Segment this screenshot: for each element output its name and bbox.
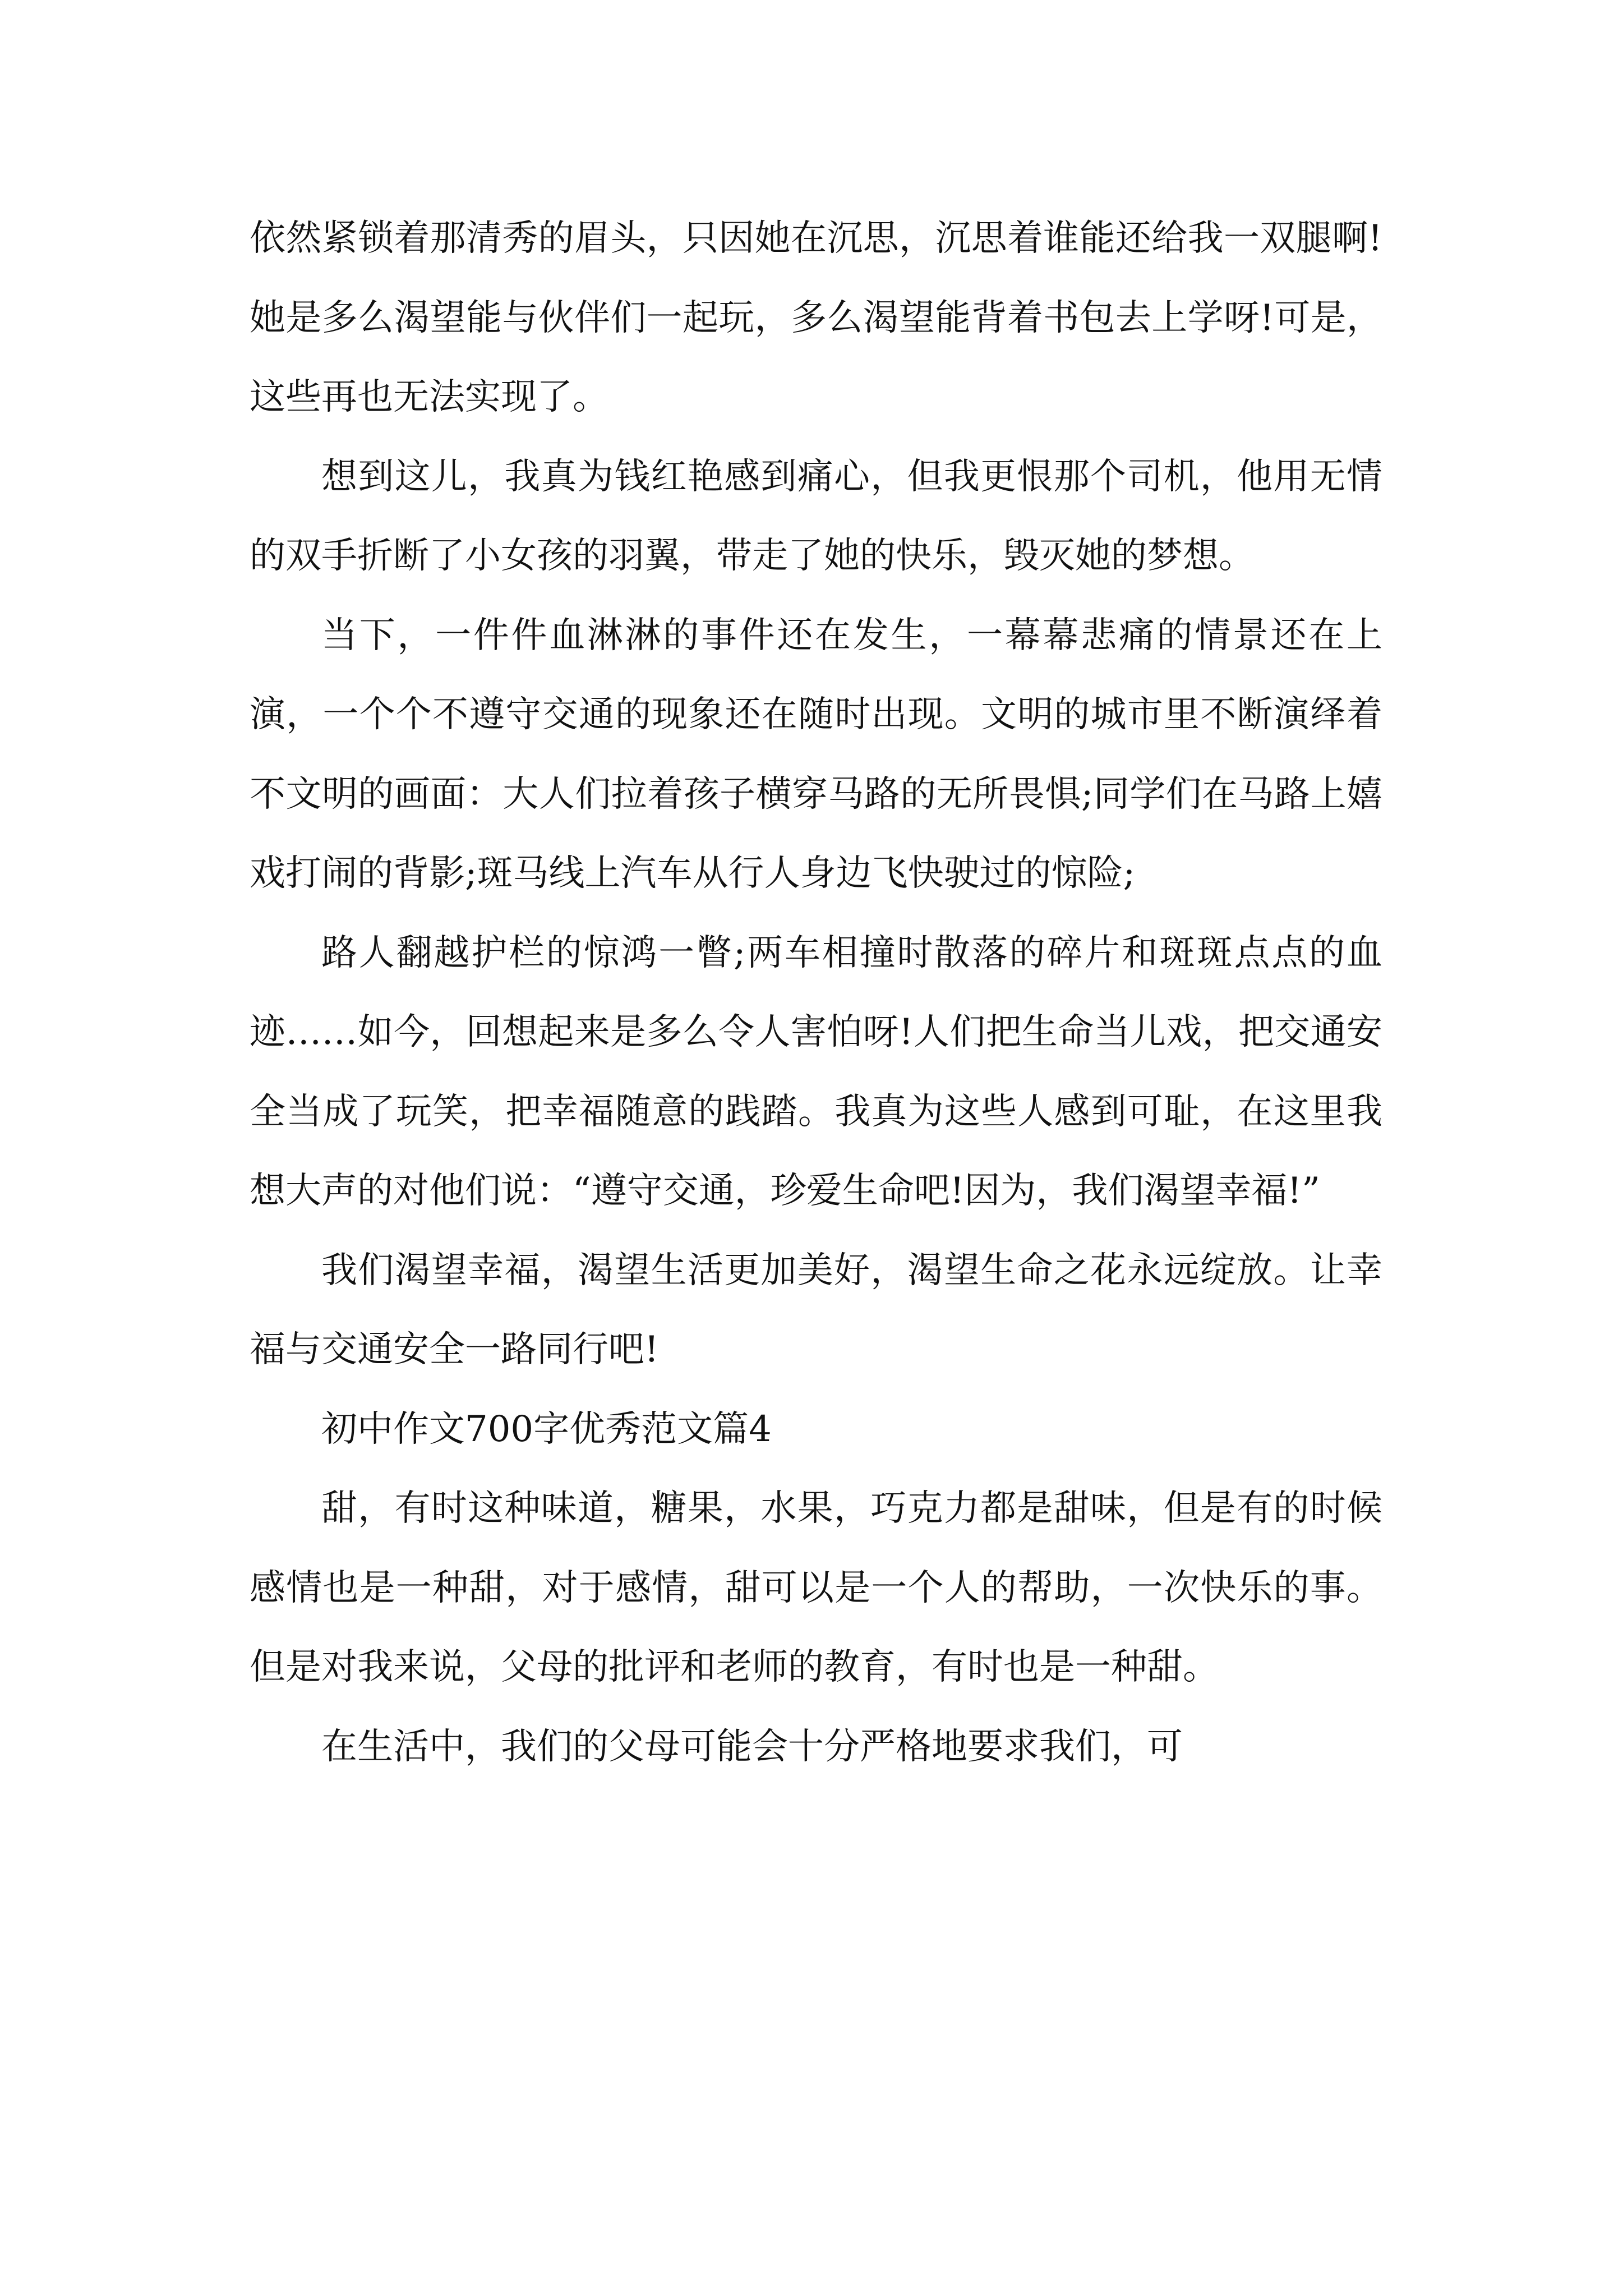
section-heading: 初中作文700字优秀范文篇4 (321, 1408, 772, 1450)
paragraph-4: 路人翻越护栏的惊鸿一瞥;两车相撞时散落的碎片和斑斑点点的血迹……如今，回想起来是多么令人害怕呀!人们把生命当儿戏，把交通安全当成了玩笑，把幸福随意的践踏。我真为这些人感到可耻，在这里我想大声的对他们说：“遵守交通，珍爱生命吧!因为，我们渴望幸福!” (250, 932, 1382, 1212)
paragraph-5: 我们渴望幸福，渴望生活更加美好，渴望生命之花永远绽放。让幸福与交通安全一路同行吧! (250, 1249, 1382, 1370)
document-page (250, 199, 1382, 1787)
paragraph-6: 甜，有时这种味道，糖果，水果，巧克力都是甜味，但是有的时候感情也是一种甜，对于感情，甜可以是一个人的帮助，一次快乐的事。但是对我来说，父母的批评和老师的教育，有时也是一种甜。 (250, 1488, 1382, 1688)
paragraph-3: 当下，一件件血淋淋的事件还在发生，一幕幕悲痛的情景还在上演，一个个不遵守交通的现象还在随时出现。文明的城市里不断演绎着不文明的画面：大人们拉着孩子横穿马路的无所畏惧;同学们在马路上嬉戏打闹的背影;斑马线上汽车从行人身边飞快驶过的惊险; (250, 614, 1382, 894)
paragraph-1: 依然紧锁着那清秀的眉头，只因她在沉思，沉思着谁能还给我一双腿啊!她是多么渴望能与伙伴们一起玩，多么渴望能背着书包去上学呀!可是，这些再也无法实现了。 (250, 218, 1382, 418)
paragraph-7: 在生活中，我们的父母可能会十分严格地要求我们，可 (321, 1726, 1183, 1768)
paragraph-2: 想到这儿，我真为钱红艳感到痛心，但我更恨那个司机，他用无情的双手折断了小女孩的羽翼，带走了她的快乐，毁灭她的梦想。 (250, 455, 1382, 577)
